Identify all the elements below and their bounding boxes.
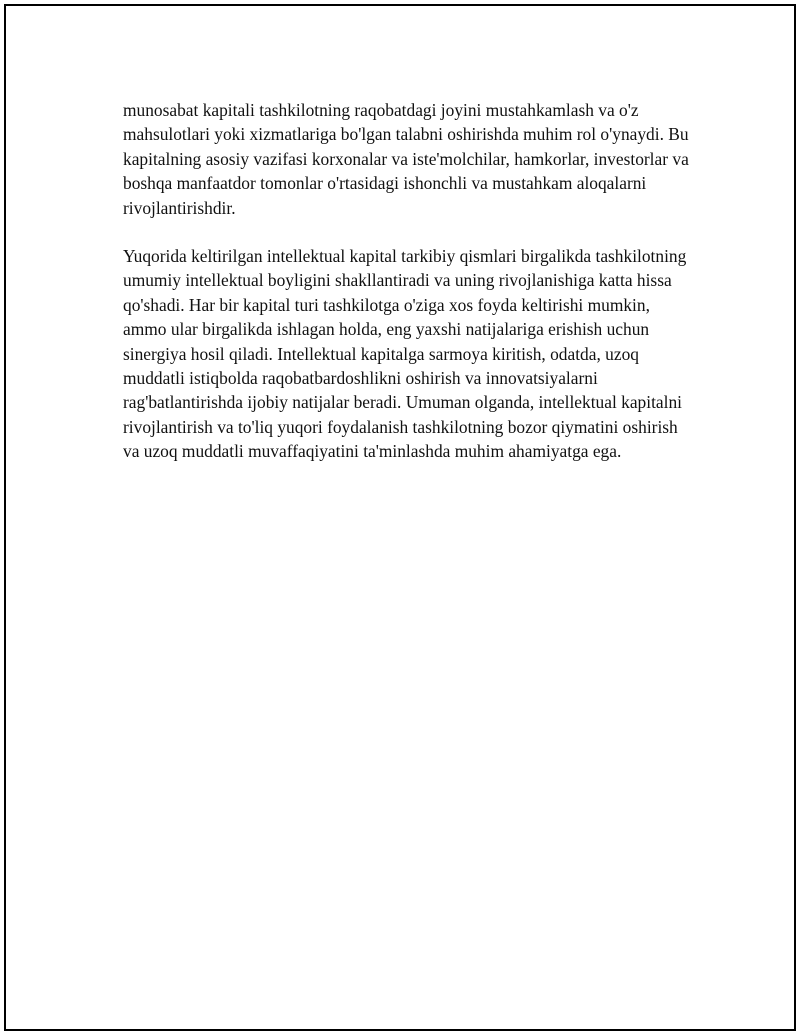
document-page xyxy=(4,4,796,1031)
paragraph: Yuqorida keltirilgan intellektual kapital tarkibiy qismlari birgalikda tashkilotning umumiy intellektual boyligini shakllantiradi va uning rivojlanishiga katta hissa qo'shadi. Har bir kapital turi tashkilotga o'ziga xos foyda keltirishi mumkin, ammo ular birgalikda ishlagan holda, eng yaxshi natijalariga erishish uchun sinergiya hosil qiladi. Intellektual kapitalga sarmoya kiritish, odatda, uzoq muddatli istiqbolda raqobatbardoshlikni oshirish va innovatsiyalarni rag'batlantirishda ijobiy natijalar beradi. Umuman olganda, intellektual kapitalni rivojlantirish va to'liq yuqori foydalanish tashkilotning bozor qiymatini oshirish va uzoq muddatli muvaffaqiyatini ta'minlashda muhim ahamiyatga ega. xyxy=(123,246,687,462)
document-body xyxy=(123,98,693,488)
paragraph: munosabat kapitali tashkilotning raqobatdagi joyini mustahkamlash va o'z mahsulotlari yoki xizmatlariga bo'lgan talabni oshirishda muhim rol o'ynaydi. Bu kapitalning asosiy vazifasi korxonalar va iste'molchilar, hamkorlar, investorlar va boshqa manfaatdor tomonlar o'rtasidagi ishonchli va mustahkam aloqalarni rivojlantirishdir. xyxy=(123,100,689,218)
